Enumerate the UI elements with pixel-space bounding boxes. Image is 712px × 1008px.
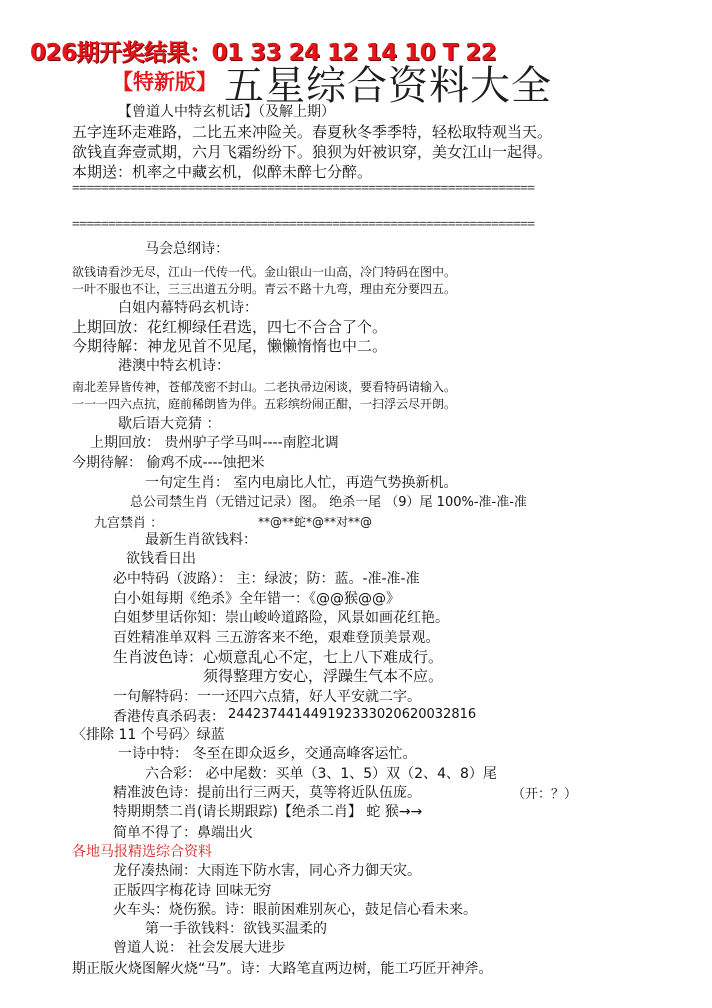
gangao-heading: 港澳中特玄机诗：: [118, 358, 230, 374]
zhengban: 正版四字梅花诗 回味无穷: [113, 883, 272, 899]
jingzhun-bose: 精准波色诗：提前出行三两天，莫等将近队伍庞。: [113, 785, 421, 801]
mahui-line-1: 欲钱请看沙无尽，江山一代传一代。金山银山一山高，冷门特码在图中。: [72, 265, 457, 279]
jiandan: 简单不得了：鼻端出火: [113, 825, 253, 841]
baixing: 百姓精准单双料 三五游客来不绝，艰难登顶美景观。: [113, 630, 440, 646]
gangao-line-2: 一一一四六点抗，庭前稀朗皆为伴。五彩缤纷闹正酣，一扫浮云尽开朗。: [72, 397, 457, 411]
zengdaoren: 曾道人说： 社会发展大进步: [113, 940, 286, 956]
xiehouyu-last: 上期回放： 贵州驴子学马叫----南腔北调: [90, 435, 339, 451]
longzai: 龙仔凑热闹：大雨连下防水害，同心齐力御天灾。: [113, 863, 421, 879]
baixiaojie-line-2: 今期待解：神龙见首不见尾，懒懒惰惰也中二。: [72, 337, 388, 355]
edition-label: 【特新版】: [112, 69, 217, 94]
divider: ================================================================: [72, 181, 535, 196]
gangao-line-1: 南北差异皆传神，苍郁茂密不封山。二老执帚边闲谈，要看特码请输入。: [72, 380, 457, 394]
shengxiao-bose-1: 生肖波色诗：心烦意乱心不定，七上八下难成行。: [113, 648, 444, 666]
xiehouyu-heading: 歇后语大竞猜 ：: [118, 416, 221, 432]
liuhecai: 六合彩： 必中尾数：买单（3、1、5）双（2、4、8）尾: [145, 766, 497, 782]
baixiaojie-juesha: 白小姐每期《绝杀》全年错一：《@@猴@@》: [113, 591, 400, 607]
zengdao-line-3: 本期送：机率之中藏玄机，似醉未醉七分醉。: [72, 163, 373, 181]
xianggang-value: 244237441449192333020620032816: [228, 707, 477, 722]
xiehouyu-now: 今期待解： 偷鸡不成----蚀把米: [72, 455, 265, 471]
zuixin-heading: 最新生肖欲钱料：: [145, 532, 257, 548]
jingzhun-open: （开：？）: [512, 787, 578, 802]
baixiaojie-line-1: 上期回放：花红柳绿任君选，四七不合合了个。: [72, 318, 388, 336]
zengdao-line-1: 五字连环走难路，二比五来冲险关。春夏秋冬季季特，轻松取特观当天。: [72, 123, 553, 141]
baixiaojie-heading: 白姐内幕特码玄机诗：: [118, 300, 258, 316]
mahui-heading: 马会总纲诗：: [145, 241, 229, 257]
mahui-line-2: 一叶不服也不让，三三出道五分明。青云不路十九弯，理由充分要四五。: [72, 282, 457, 296]
jiugong-label: 九宫禁肖 ：: [94, 516, 164, 531]
gedi-heading: 各地马报精选综合资料: [72, 844, 212, 860]
shengxiao-bose-2: 须得整理方安心，浮躁生气本不应。: [203, 667, 444, 685]
diyishou: 第一手欲钱料：欲钱买温柔的: [145, 921, 327, 937]
page-title: 五星综合资料大全: [224, 63, 552, 109]
teqi: 特期期禁二肖(请长期跟踪)【绝杀二肖】 蛇 猴→→: [113, 804, 423, 820]
divider: ================================================================: [72, 217, 535, 232]
zengdao-heading: 【曾道人中特玄机话】（及解上期）: [118, 104, 335, 120]
zengdao-line-2: 欲钱直奔壹贰期，六月飞霜纷纷下。狼狈为奸被识穿，美女江山一起得。: [72, 143, 553, 161]
huoshao: 期正版火烧图解火烧“马”。诗：大路笔直两边树，能工巧匠开神斧。: [72, 961, 493, 977]
yijujie: 一句解特码：一一还四六点猜，好人平安就二字。: [113, 689, 421, 705]
bizhong: 必中特码（波路）： 主：绿波；防：蓝。-准-准-准: [113, 571, 420, 587]
zonggongsi: 总公司禁生肖（无错过记录）图。 绝杀一尾 （9）尾 100%-准-准-准: [130, 495, 527, 510]
huochetou: 火车头：烧伤猴。诗：眼前困难别灰心，鼓足信心看未来。: [113, 902, 477, 918]
baixiaojie-dream: 白姐梦里话你知：崇山峻岭道路险，风景如画花红艳。: [113, 610, 449, 626]
draw-result-banner: 026期开奖结果：01 33 24 12 14 10 T 22: [30, 40, 497, 66]
jiugong-value: **@**蛇*@**对**@: [258, 515, 373, 529]
yijuding: 一句定生肖： 室内电扇比人忙，再造气势换新机。: [145, 475, 458, 491]
xianggang-label: 香港传真杀码表：: [113, 709, 225, 725]
yishi: 一诗中特： 冬至在即众返乡，交通高峰客运忙。: [118, 746, 417, 762]
zuixin-value: 欲钱看日出: [126, 551, 196, 567]
paichu: 〈排除 11 个号码〉绿蓝: [72, 727, 225, 743]
